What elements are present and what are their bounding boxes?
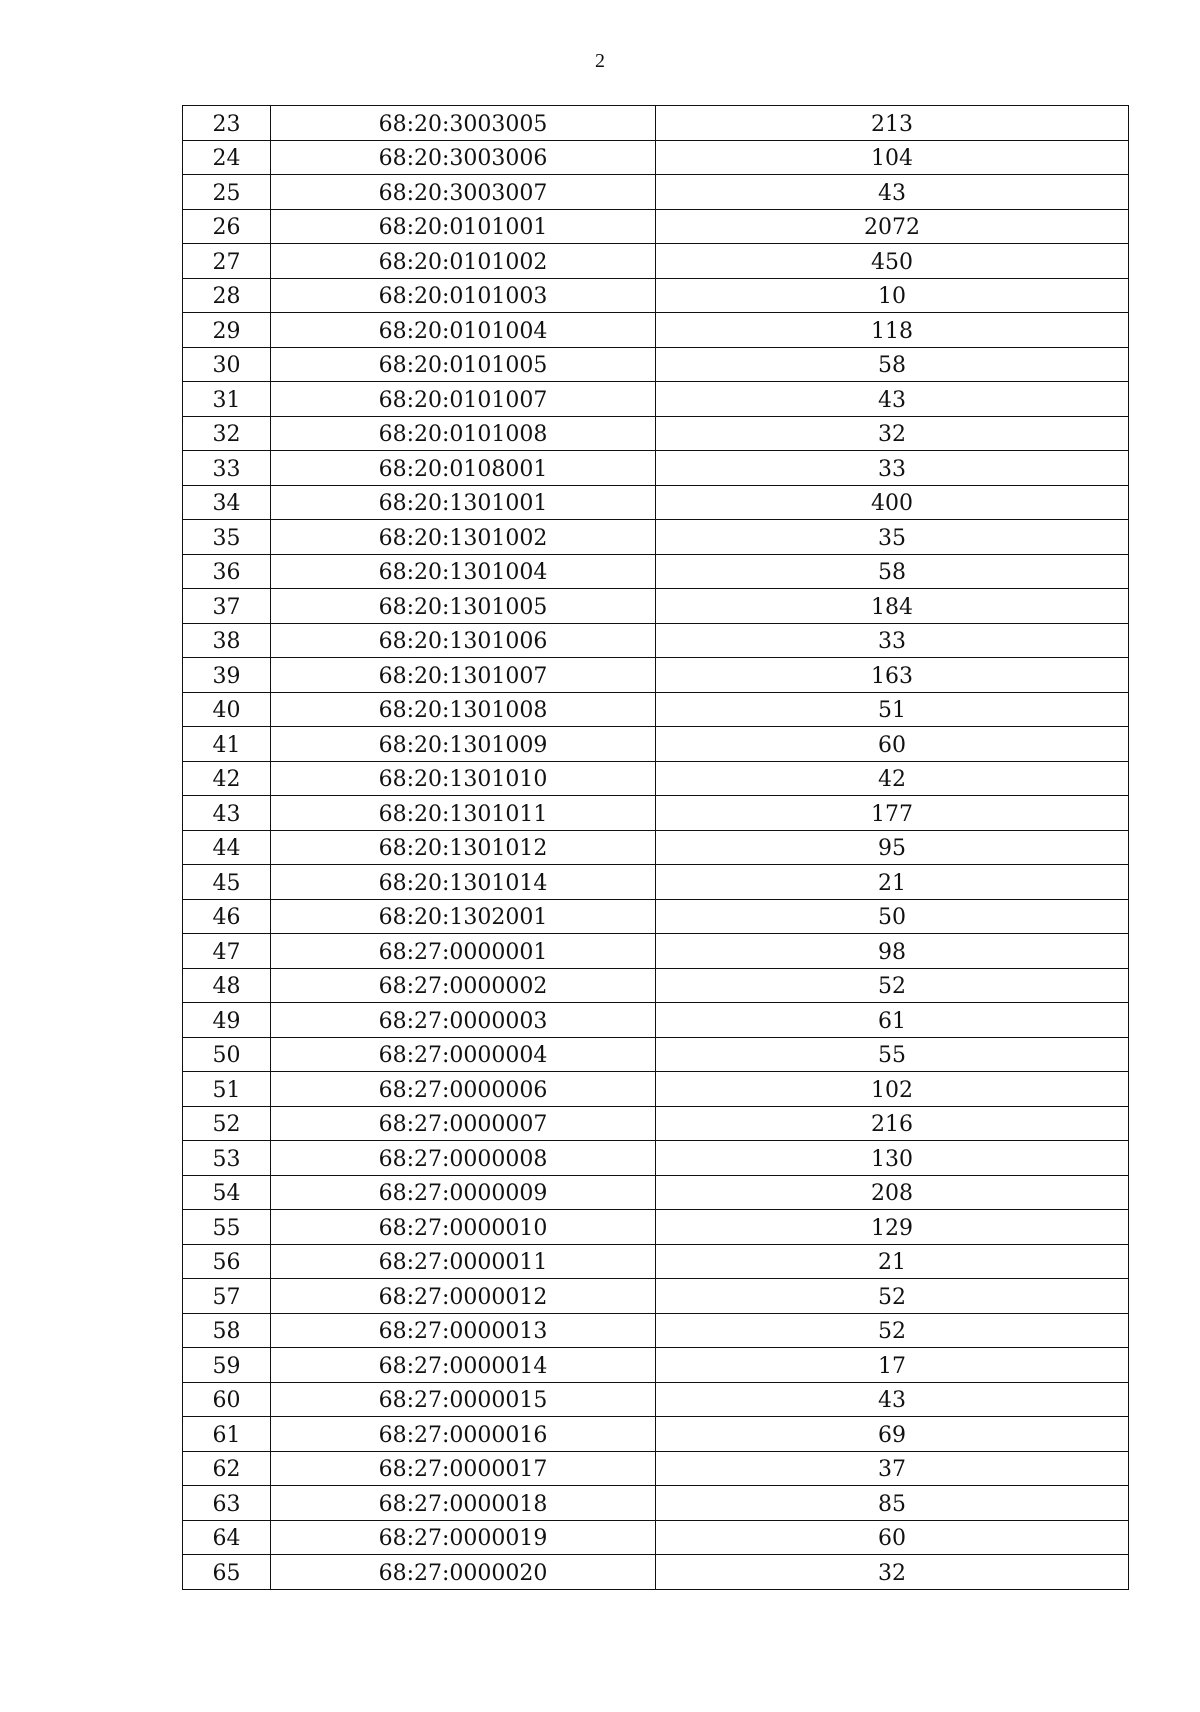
value-cell: 55 <box>656 1037 1129 1072</box>
table-row <box>183 1210 1129 1245</box>
row-number-cell: 47 <box>183 934 271 969</box>
value-cell: 52 <box>656 968 1129 1003</box>
row-number-cell: 41 <box>183 727 271 762</box>
row-number-cell: 25 <box>183 175 271 210</box>
table-row <box>183 1037 1129 1072</box>
table-row <box>183 1279 1129 1314</box>
cadastral-code-cell: 68:20:1301006 <box>271 623 656 658</box>
row-number-cell: 62 <box>183 1451 271 1486</box>
value-cell: 51 <box>656 692 1129 727</box>
value-cell: 58 <box>656 347 1129 382</box>
value-cell: 33 <box>656 623 1129 658</box>
table-row <box>183 934 1129 969</box>
cadastral-code-cell: 68:20:1301009 <box>271 727 656 762</box>
value-cell: 129 <box>656 1210 1129 1245</box>
table-row <box>183 761 1129 796</box>
table-row <box>183 1072 1129 1107</box>
value-cell: 33 <box>656 451 1129 486</box>
page-number: 2 <box>595 50 605 72</box>
cadastral-code-cell: 68:20:1302001 <box>271 899 656 934</box>
cadastral-code-cell: 68:20:0101001 <box>271 209 656 244</box>
cadastral-code-cell: 68:20:1301014 <box>271 865 656 900</box>
row-number-cell: 23 <box>183 106 271 141</box>
cadastral-code-cell: 68:27:0000019 <box>271 1520 656 1555</box>
cadastral-code-cell: 68:20:1301010 <box>271 761 656 796</box>
table-row <box>183 1348 1129 1383</box>
cadastral-code-cell: 68:20:1301012 <box>271 830 656 865</box>
cadastral-code-cell: 68:27:0000009 <box>271 1175 656 1210</box>
table-row <box>183 1003 1129 1038</box>
table-row <box>183 1106 1129 1141</box>
row-number-cell: 53 <box>183 1141 271 1176</box>
cadastral-code-cell: 68:27:0000004 <box>271 1037 656 1072</box>
value-cell: 130 <box>656 1141 1129 1176</box>
table-row <box>183 1417 1129 1452</box>
row-number-cell: 37 <box>183 589 271 624</box>
row-number-cell: 26 <box>183 209 271 244</box>
row-number-cell: 59 <box>183 1348 271 1383</box>
row-number-cell: 38 <box>183 623 271 658</box>
value-cell: 42 <box>656 761 1129 796</box>
cadastral-code-cell: 68:20:1301008 <box>271 692 656 727</box>
row-number-cell: 30 <box>183 347 271 382</box>
table-body <box>183 106 1129 1590</box>
cadastral-code-cell: 68:20:1301011 <box>271 796 656 831</box>
cadastral-code-cell: 68:27:0000003 <box>271 1003 656 1038</box>
cadastral-code-cell: 68:27:0000017 <box>271 1451 656 1486</box>
row-number-cell: 34 <box>183 485 271 520</box>
cadastral-code-cell: 68:27:0000020 <box>271 1555 656 1590</box>
table-row <box>183 1555 1129 1590</box>
value-cell: 118 <box>656 313 1129 348</box>
row-number-cell: 61 <box>183 1417 271 1452</box>
cadastral-code-cell: 68:20:0101002 <box>271 244 656 279</box>
cadastral-code-cell: 68:20:3003007 <box>271 175 656 210</box>
cadastral-code-cell: 68:20:1301001 <box>271 485 656 520</box>
value-cell: 52 <box>656 1313 1129 1348</box>
value-cell: 60 <box>656 1520 1129 1555</box>
cadastral-code-cell: 68:20:1301007 <box>271 658 656 693</box>
row-number-cell: 46 <box>183 899 271 934</box>
row-number-cell: 27 <box>183 244 271 279</box>
table-row <box>183 1382 1129 1417</box>
row-number-cell: 42 <box>183 761 271 796</box>
row-number-cell: 39 <box>183 658 271 693</box>
table-row <box>183 278 1129 313</box>
row-number-cell: 63 <box>183 1486 271 1521</box>
table-row <box>183 175 1129 210</box>
cadastral-code-cell: 68:20:3003006 <box>271 140 656 175</box>
value-cell: 21 <box>656 1244 1129 1279</box>
value-cell: 2072 <box>656 209 1129 244</box>
value-cell: 35 <box>656 520 1129 555</box>
cadastral-code-cell: 68:20:1301005 <box>271 589 656 624</box>
row-number-cell: 56 <box>183 1244 271 1279</box>
row-number-cell: 54 <box>183 1175 271 1210</box>
value-cell: 58 <box>656 554 1129 589</box>
cadastral-code-cell: 68:20:0101004 <box>271 313 656 348</box>
cadastral-code-cell: 68:27:0000016 <box>271 1417 656 1452</box>
value-cell: 177 <box>656 796 1129 831</box>
table-row <box>183 554 1129 589</box>
table-row <box>183 313 1129 348</box>
row-number-cell: 65 <box>183 1555 271 1590</box>
cadastral-code-cell: 68:27:0000011 <box>271 1244 656 1279</box>
cadastral-code-cell: 68:27:0000008 <box>271 1141 656 1176</box>
value-cell: 69 <box>656 1417 1129 1452</box>
value-cell: 104 <box>656 140 1129 175</box>
table-row <box>183 830 1129 865</box>
table-row <box>183 968 1129 1003</box>
cadastral-code-cell: 68:20:3003005 <box>271 106 656 141</box>
cadastral-code-cell: 68:27:0000006 <box>271 1072 656 1107</box>
value-cell: 17 <box>656 1348 1129 1383</box>
row-number-cell: 28 <box>183 278 271 313</box>
table-row <box>183 1520 1129 1555</box>
table-row <box>183 1141 1129 1176</box>
value-cell: 102 <box>656 1072 1129 1107</box>
value-cell: 61 <box>656 1003 1129 1038</box>
row-number-cell: 32 <box>183 416 271 451</box>
row-number-cell: 29 <box>183 313 271 348</box>
row-number-cell: 64 <box>183 1520 271 1555</box>
table-row <box>183 451 1129 486</box>
value-cell: 213 <box>656 106 1129 141</box>
row-number-cell: 33 <box>183 451 271 486</box>
row-number-cell: 36 <box>183 554 271 589</box>
row-number-cell: 48 <box>183 968 271 1003</box>
row-number-cell: 58 <box>183 1313 271 1348</box>
value-cell: 208 <box>656 1175 1129 1210</box>
value-cell: 450 <box>656 244 1129 279</box>
value-cell: 95 <box>656 830 1129 865</box>
row-number-cell: 40 <box>183 692 271 727</box>
table-row <box>183 244 1129 279</box>
value-cell: 400 <box>656 485 1129 520</box>
cadastral-code-cell: 68:27:0000010 <box>271 1210 656 1245</box>
value-cell: 52 <box>656 1279 1129 1314</box>
value-cell: 50 <box>656 899 1129 934</box>
table-row <box>183 1175 1129 1210</box>
value-cell: 85 <box>656 1486 1129 1521</box>
table-row <box>183 106 1129 141</box>
cadastral-code-cell: 68:20:1301004 <box>271 554 656 589</box>
table-row <box>183 692 1129 727</box>
cadastral-code-cell: 68:27:0000007 <box>271 1106 656 1141</box>
cadastral-code-cell: 68:27:0000015 <box>271 1382 656 1417</box>
cadastral-code-cell: 68:20:0101007 <box>271 382 656 417</box>
row-number-cell: 55 <box>183 1210 271 1245</box>
table-row <box>183 1313 1129 1348</box>
cadastral-code-cell: 68:27:0000001 <box>271 934 656 969</box>
value-cell: 60 <box>656 727 1129 762</box>
row-number-cell: 51 <box>183 1072 271 1107</box>
row-number-cell: 24 <box>183 140 271 175</box>
value-cell: 37 <box>656 1451 1129 1486</box>
row-number-cell: 50 <box>183 1037 271 1072</box>
value-cell: 163 <box>656 658 1129 693</box>
table-row <box>183 727 1129 762</box>
table-row <box>183 209 1129 244</box>
table-row <box>183 140 1129 175</box>
cadastral-code-cell: 68:20:0101005 <box>271 347 656 382</box>
cadastral-code-cell: 68:27:0000012 <box>271 1279 656 1314</box>
row-number-cell: 44 <box>183 830 271 865</box>
value-cell: 10 <box>656 278 1129 313</box>
row-number-cell: 31 <box>183 382 271 417</box>
row-number-cell: 57 <box>183 1279 271 1314</box>
cadastral-code-cell: 68:20:0108001 <box>271 451 656 486</box>
table-row <box>183 1244 1129 1279</box>
value-cell: 216 <box>656 1106 1129 1141</box>
table-row <box>183 347 1129 382</box>
cadastral-code-cell: 68:27:0000014 <box>271 1348 656 1383</box>
table-row <box>183 485 1129 520</box>
table-row <box>183 658 1129 693</box>
value-cell: 32 <box>656 416 1129 451</box>
table-row <box>183 520 1129 555</box>
row-number-cell: 60 <box>183 1382 271 1417</box>
table-row <box>183 796 1129 831</box>
row-number-cell: 35 <box>183 520 271 555</box>
row-number-cell: 43 <box>183 796 271 831</box>
row-number-cell: 45 <box>183 865 271 900</box>
data-table <box>182 105 1129 1590</box>
cadastral-code-cell: 68:27:0000018 <box>271 1486 656 1521</box>
table-row <box>183 416 1129 451</box>
value-cell: 98 <box>656 934 1129 969</box>
value-cell: 43 <box>656 1382 1129 1417</box>
value-cell: 43 <box>656 175 1129 210</box>
table-row <box>183 382 1129 417</box>
value-cell: 43 <box>656 382 1129 417</box>
value-cell: 32 <box>656 1555 1129 1590</box>
table-row <box>183 899 1129 934</box>
row-number-cell: 52 <box>183 1106 271 1141</box>
cadastral-code-cell: 68:20:0101008 <box>271 416 656 451</box>
row-number-cell: 49 <box>183 1003 271 1038</box>
table-row <box>183 1486 1129 1521</box>
value-cell: 21 <box>656 865 1129 900</box>
cadastral-code-cell: 68:20:1301002 <box>271 520 656 555</box>
table-row <box>183 623 1129 658</box>
table-row <box>183 1451 1129 1486</box>
cadastral-code-cell: 68:27:0000002 <box>271 968 656 1003</box>
table-row <box>183 865 1129 900</box>
table-row <box>183 589 1129 624</box>
cadastral-code-cell: 68:27:0000013 <box>271 1313 656 1348</box>
cadastral-code-cell: 68:20:0101003 <box>271 278 656 313</box>
value-cell: 184 <box>656 589 1129 624</box>
